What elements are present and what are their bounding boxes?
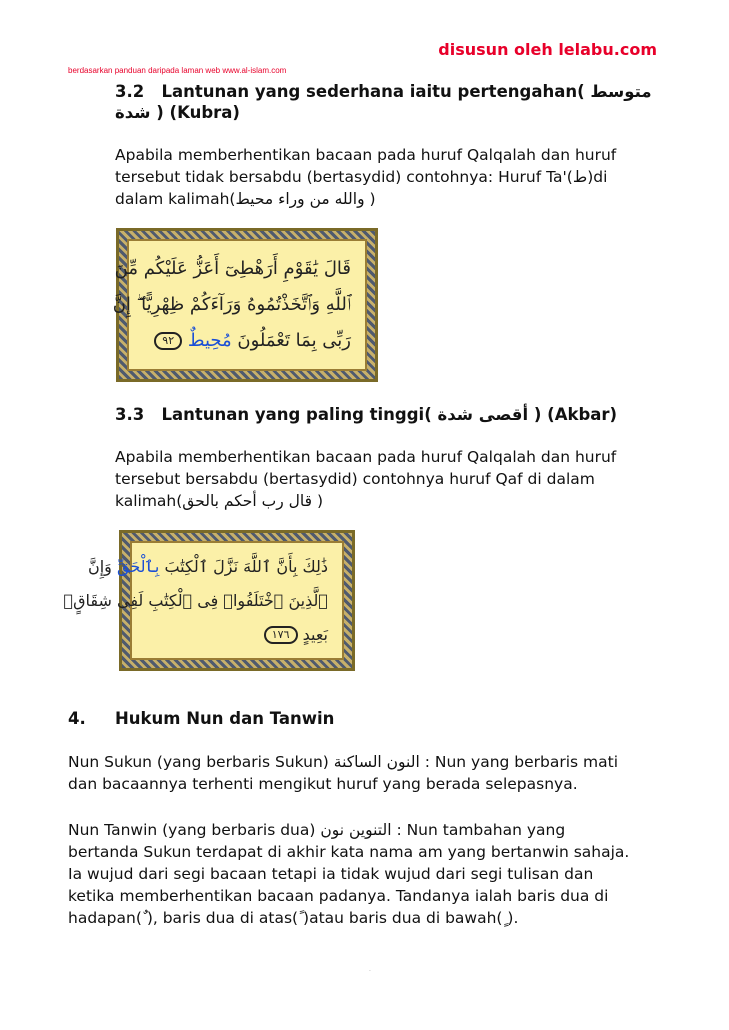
para-line [68, 907, 688, 929]
paragraph-3-3 [115, 446, 675, 512]
source-note: berdasarkan panduan daripada laman web www.al-islam.com [68, 66, 287, 75]
para-line: Apabila memberhentikan bacaan pada huruf Qalqalah dan huruf [115, 146, 617, 164]
text-span: ) [316, 492, 324, 510]
para-line: bertanda Sukun terdapat di akhir kata nama am yang bertanwin sahaja. [68, 843, 630, 861]
verse-text [112, 239, 367, 371]
arabic-phrase: قال رب أحكم بالحق [182, 492, 313, 510]
text-span: ) [369, 190, 376, 208]
verse-line [146, 618, 328, 652]
arabic-term: أقصى شدة [437, 405, 529, 424]
para-line: Apabila memberhentikan bacaan pada huruf Qalqalah dan huruf [115, 448, 617, 466]
para-line: Ia wujud dari segi bacaan tetapi ia tidak wujud dari segi tulisan dan [68, 865, 594, 883]
text-span: dalam kalimah( [115, 190, 236, 208]
para-line [115, 188, 675, 210]
verse-text [63, 541, 344, 660]
quran-verse-image-2 [63, 530, 355, 671]
heading-number: 3.2 [115, 82, 145, 101]
heading-3-2 [115, 82, 655, 101]
page-mark: · [369, 968, 371, 975]
heading-number: 3.3 [115, 405, 145, 424]
text-span: ), baris dua di atas( [146, 909, 299, 927]
heading-text: Lantunan yang paling tinggi( [161, 405, 432, 424]
text-span: )atau baris dua di bawah( [303, 909, 503, 927]
para-line [115, 490, 675, 512]
heading-text: ) (Akbar) [533, 405, 618, 424]
verse-line: قَالَ يَٰقَوْمِ أَرَهْطِىٓ أَعَزُّ عَلَيْكُم مِّنَ [114, 258, 351, 279]
verse-words: رَبِّى بِمَا تَعْمَلُونَ [237, 330, 351, 351]
heading-3-2-cont [115, 103, 240, 122]
paragraph-3-2 [115, 144, 675, 210]
quran-verse-image-1 [112, 228, 378, 382]
arabic-term: النون الساكنة [333, 753, 420, 771]
paragraph-nun-tanwin [68, 819, 688, 929]
arabic-phrase: والله من وراء محيط [235, 190, 365, 208]
highlighted-word: مُحِيطٌ [187, 330, 232, 351]
text-span: Nun Tanwin (yang berbaris dua) [68, 821, 316, 839]
site-header: disusun oleh lelabu.com [438, 40, 657, 59]
text-span: ). [507, 909, 519, 927]
text-span: )di [587, 168, 608, 186]
arabic-letter: ط [572, 168, 588, 186]
arabic-term: شدة [115, 103, 151, 122]
verse-line [143, 323, 351, 359]
verse-line [87, 550, 328, 584]
para-line [115, 166, 675, 188]
heading-text: ) (Kubra) [156, 103, 240, 122]
arabic-term: التنوين نون [320, 821, 392, 839]
para-line [68, 751, 678, 773]
verse-words: ذَٰلِكَ بِأَنَّ ٱللَّهَ نَزَّلَ ٱلْكِتَٰبَ [164, 556, 328, 576]
text-span: Nun Sukun (yang berbaris Sukun) [68, 753, 329, 771]
para-line [68, 819, 688, 841]
verse-words: بَعِيدٍ [302, 624, 328, 644]
text-span: tersebut tidak bersabdu (bertasydid) contohnya: Huruf Ta'( [115, 168, 573, 186]
verse-line: ٱلَّذِينَ ٱخْتَلَفُوا۟ فِى ٱلْكِتَٰبِ لَفِى شِقَاقٍۭ [63, 590, 328, 610]
heading-text: Lantunan yang sederhana iaitu pertengahan( [161, 82, 585, 101]
heading-3-3 [115, 405, 675, 424]
para-line: tersebut bersabdu (bertasydid) contohnya huruf Qaf di dalam [115, 470, 595, 488]
paragraph-nun-sukun [68, 751, 678, 795]
verse-line: ٱللَّهِ وَٱتَّخَذْتُمُوهُ وَرَآءَكُمْ ظِهْرِيًّا ۖ إِنَّ [112, 294, 351, 315]
ayah-number-badge: ٩٢ [154, 332, 182, 350]
text-span: kalimah( [115, 492, 183, 510]
text-span: : Nun tambahan yang [396, 821, 566, 839]
para-line: dan bacaannya terhenti mengikut huruf yang berada selepasnya. [68, 775, 578, 793]
text-span: hadapan( [68, 909, 142, 927]
highlighted-word: بِٱلْحَقِّ [116, 556, 160, 576]
arabic-term: متوسط [590, 82, 652, 101]
heading-4-number: 4. [68, 709, 86, 728]
text-span: : Nun yang berbaris mati [424, 753, 619, 771]
para-line: ketika memberhentikan bacaan padanya. Tandanya ialah baris dua di [68, 887, 609, 905]
verse-words: وَإِنَّ [87, 556, 112, 576]
ayah-number-badge: ١٧٦ [264, 626, 298, 644]
heading-4-title: Hukum Nun dan Tanwin [115, 709, 335, 728]
